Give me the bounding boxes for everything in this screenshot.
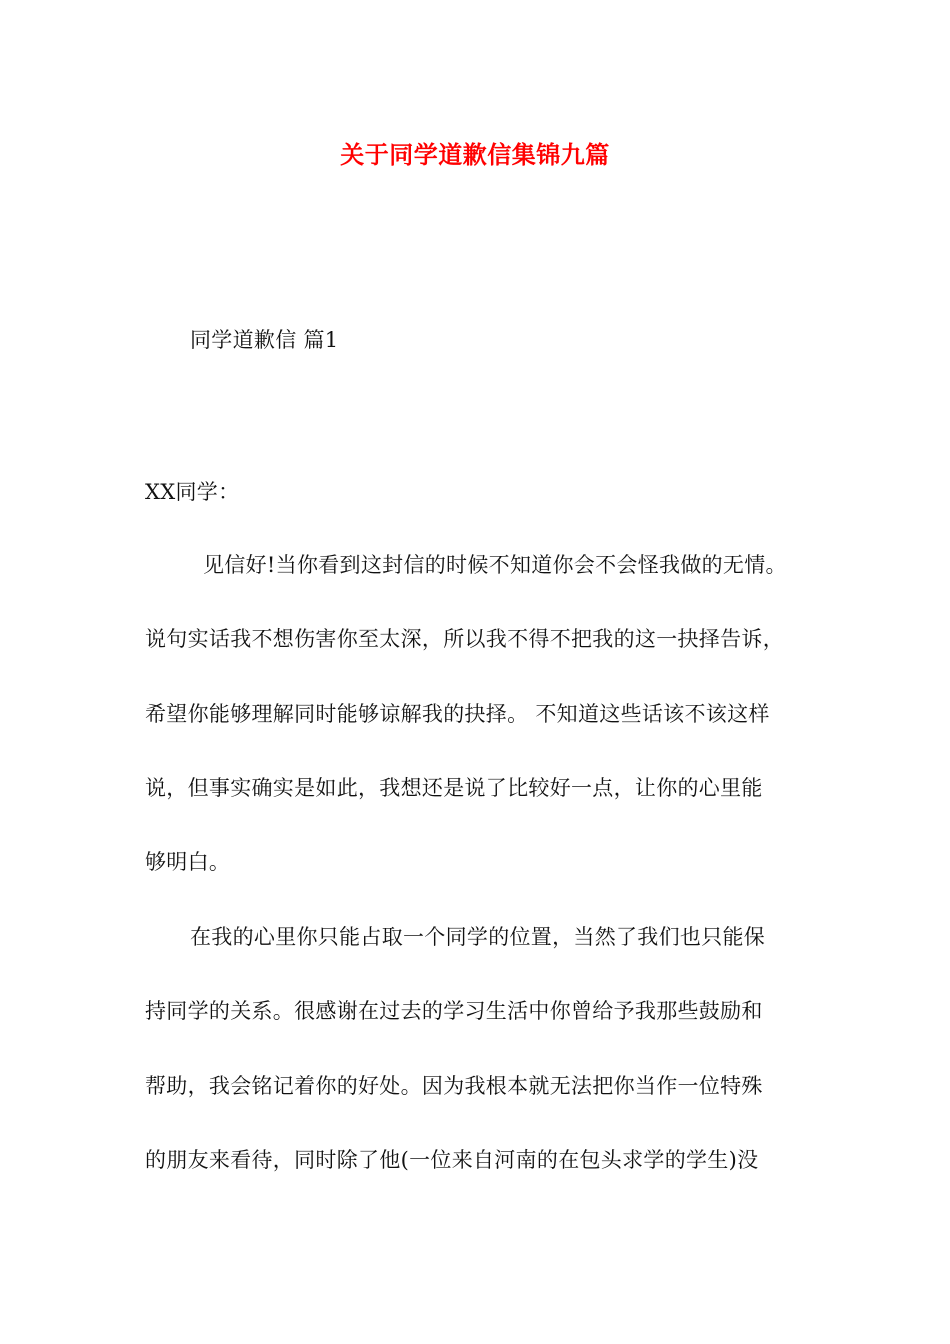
paragraph-line: 的朋友来看待，同时除了他(一位来自河南的在包头求学的学生)没 bbox=[145, 1148, 759, 1172]
paragraph-line: 希望你能够理解同时能够谅解我的抉择。 不知道这些话该不该这样 bbox=[145, 702, 770, 726]
paragraph-line: 持同学的关系。很感谢在过去的学习生活中你曾给予我那些鼓励和 bbox=[145, 999, 763, 1023]
paragraph-line: 说句实话我不想伤害你至太深，所以我不得不把我的这一抉择告诉， bbox=[145, 627, 784, 651]
salutation: XX同学： bbox=[145, 480, 240, 504]
document-title: 关于同学道歉信集锦九篇 bbox=[340, 141, 610, 169]
paragraph-line: 帮助，我会铭记着你的好处。因为我根本就无法把你当作一位特殊 bbox=[145, 1074, 763, 1098]
section-heading: 同学道歉信 篇1 bbox=[190, 328, 339, 352]
paragraph-line: 说，但事实确实是如此，我想还是说了比较好一点，让你的心里能 bbox=[145, 776, 763, 800]
paragraph-line: 见信好!当你看到这封信的时候不知道你会不会怪我做的无情。 bbox=[203, 553, 787, 577]
paragraph-line: 够明白。 bbox=[145, 850, 231, 874]
paragraph-line: 在我的心里你只能占取一个同学的位置，当然了我们也只能保 bbox=[190, 925, 766, 949]
